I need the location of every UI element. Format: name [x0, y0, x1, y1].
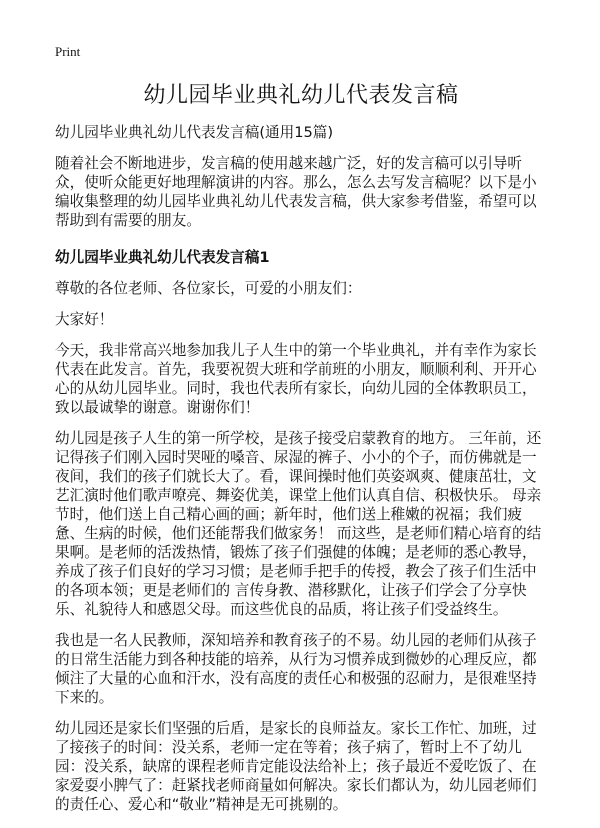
document	[55, 44, 547, 826]
body-paragraph: 我也是一名人民教师，深知培养和教育孩子的不易。幼儿园的老师们从孩子的日常生活能力到各种技能的培养，从行为习惯养成到微妙的心理反应，都倾注了大量的心血和汗水，没有高度的责任心和极强的忍耐力，是很难坚持下来的。	[55, 632, 537, 706]
subtitle: 幼儿园毕业典礼幼儿代表发言稿(通用15篇)	[55, 124, 334, 141]
body-paragraph: 幼儿园是孩子人生的第一所学校，是孩子接受启蒙教育的地方。 三年前，还记得孩子们刚入园时哭哑的嗓音、尿湿的裤子、小小的个子，而仿佛就是一夜间，我们的孩子们就长大了。看，课间操时他们英姿飒爽、健康茁壮，文艺汇演时他们歌声嘹亮、舞姿优美，课堂上他们认真自信、积极快乐。 母亲节时，他们送上自己精心画的画；新年时，他们送上稚嫩的祝福；我们疲惫、生病的时候，他们还能帮我们做家务！ 而这些，是老师们精心培育的结果啊。是老师的活泼热情，锻炼了孩子们强健的体魄；是老师的悉心教导，养成了孩子们良好的学习习惯；是老师手把手的传授，教会了孩子们生活中的各项本领；更是老师们的 言传身教、潜移默化，让孩子们学会了分享快乐、礼貌待人和感恩父母。而这些优良的品质，将让孩子们受益终生。	[55, 430, 542, 618]
page-title: 幼儿园毕业典礼幼儿代表发言稿	[143, 83, 459, 108]
section-heading: 幼儿园毕业典礼幼儿代表发言稿1	[55, 249, 270, 266]
body-paragraph: 幼儿园还是家长们坚强的后盾，是家长的良师益友。家长工作忙、加班，过了接孩子的时间：没关系，老师一定在等着；孩子病了，暂时上不了幼儿园：没关系，缺席的课程老师肯定能设法给补上；孩子最近不爱吃饭了、在家爱耍小脾气了：赶紧找老师商量如何解决。家长们都认为，幼儿园老师们的责任心、爱心和“敬业”精神是无可挑剔的。	[55, 720, 537, 813]
hello-paragraph: 大家好！	[55, 311, 114, 328]
greeting-paragraph: 尊敬的各位老师、各位家长，可爱的小朋友们：	[55, 280, 362, 297]
body-paragraph: 今天，我非常高兴地参加我儿子人生中的第一个毕业典礼，并有幸作为家长代表在此发言。首先，我要祝贺大班和学前班的小朋友，顺顺利利、开开心心的从幼儿园毕业。同时，我也代表所有家长，向幼儿园的全体教职员工，致以最诚挚的谢意。谢谢你们！	[55, 342, 537, 416]
intro-paragraph: 随着社会不断地进步，发言稿的使用越来越广泛，好的发言稿可以引导听众，使听众能更好地理解演讲的内容。那么，怎么去写发言稿呢？以下是小编收集整理的幼儿园毕业典礼幼儿代表发言稿，供大家参考借鉴，希望可以帮助到有需要的朋友。	[55, 155, 537, 229]
print-link[interactable]: Print	[55, 44, 81, 59]
